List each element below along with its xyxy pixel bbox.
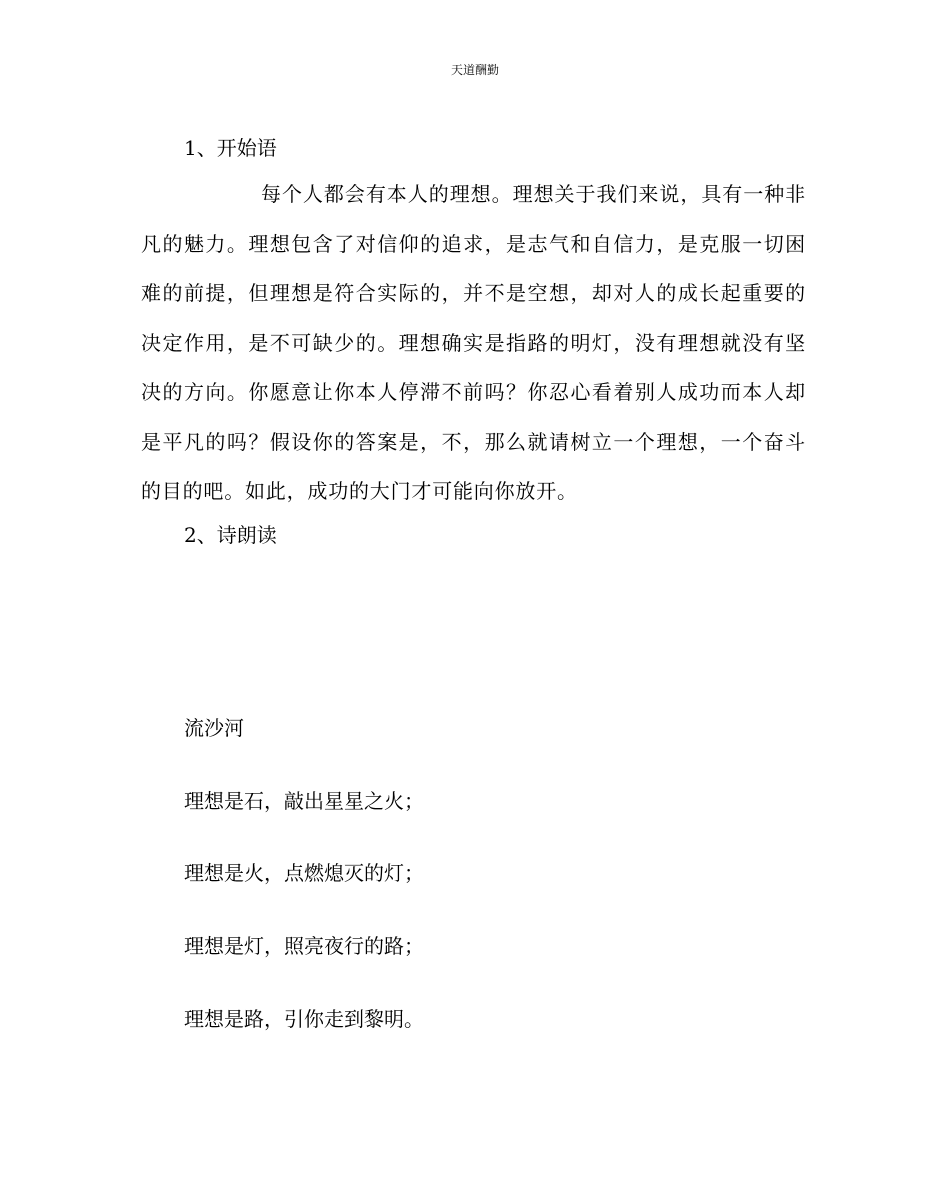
opening-paragraph: 每个人都会有本人的理想。理想关于我们来说，具有一种非凡的魅力。理想包含了对信仰的追求，是志气和自信力，是克服一切困难的前提，但理想是符合实际的，并不是空想，却对人的成长起重要的决定作用，是不可缺少的。理想确实是指路的明灯，没有理想就没有坚决的方向。你愿意让你本人停滞不前吗？你忍心看着别人成功而本人却是平凡的吗？假设你的答案是，不，那么就请树立一个理想，一个奋斗的目的吧。如此，成功的大门才可能向你放开。 <box>141 182 806 503</box>
poem-line: 理想是石，敲出星星之火； <box>184 789 424 813</box>
poem-author: 流沙河 <box>184 716 244 740</box>
poem-line: 理想是灯，照亮夜行的路； <box>184 934 424 958</box>
section-heading-poem-reading: 2、诗朗读 <box>184 523 277 547</box>
poem-line: 理想是路，引你走到黎明。 <box>184 1007 424 1031</box>
poem-line: 理想是火，点燃熄灭的灯； <box>184 861 424 885</box>
section-heading-opening: 1、开始语 <box>184 136 277 160</box>
page-header: 天道酬勤 <box>450 63 499 77</box>
